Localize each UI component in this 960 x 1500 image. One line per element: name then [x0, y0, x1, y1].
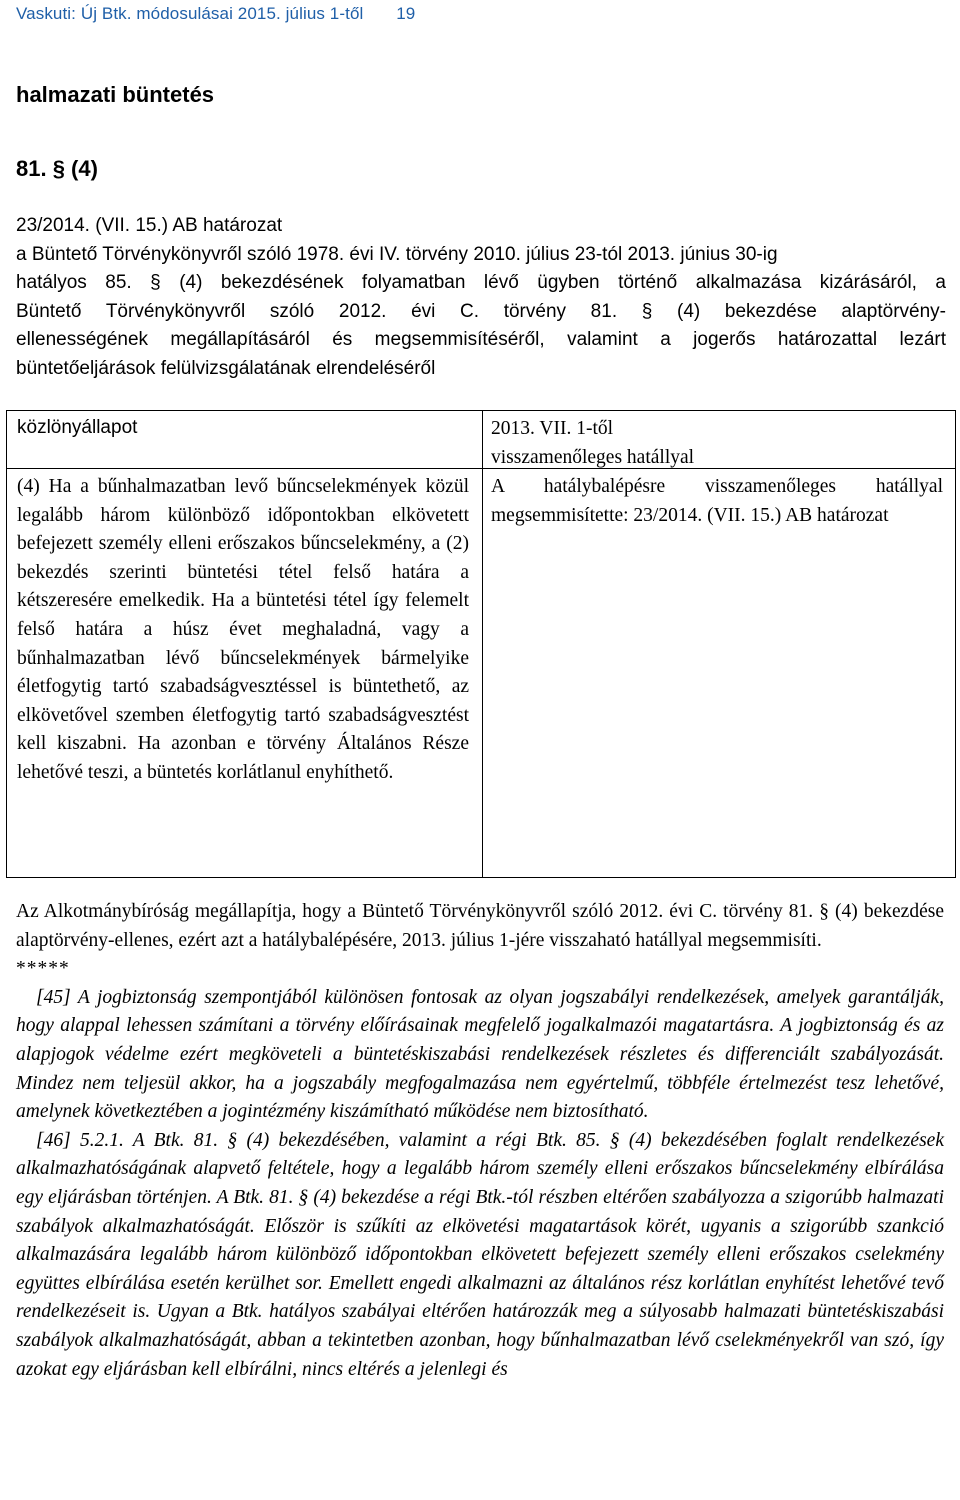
court-ruling: Az Alkotmánybíróság megállapítja, hogy a Büntető Törvénykönyvről szóló 2012. évi C. törvény 81. § (4) bekezdése alaptörvény-ellenes, ezért azt a hatálybalépésére, 2013. július 1-jére visszaható hatállyal megsemmisíti.	[16, 901, 944, 951]
status-date: 2013. VII. 1-től	[491, 418, 614, 439]
paragraph-45: [45] A jogbiztonság szempontjából különösen fontosak az olyan jogszabályi rendelkezések, amelyek garantálják, hogy alappal lehessen számítani a törvény előírásainak megfelelő jogalkalmazói magatartásra. A jogbiztonság és az alapjogok védelme ezért megköveteli a büntetéskiszabási rendelkezések részletes és differenciált szabályozását. Mindez nem teljesül akkor, ha a jogszabály megfogalmazása nem egyértelmű, többféle értelmezést tesz lehetővé, amelynek következtében a jogintézmény kiszámítható működése nem biztosítható.	[16, 986, 944, 1123]
annulment-note: A hatálybalépésre visszamenőleges hatállyal megsemmisítette: 23/2014. (VII. 15.) AB határozat	[491, 476, 943, 526]
decision-title	[16, 212, 946, 384]
court-reasoning	[16, 984, 944, 1384]
topic-heading: halmazati büntetés	[16, 82, 215, 107]
running-title: Vaskuti: Új Btk. módosulásai 2015. július 1-től	[16, 4, 364, 23]
gazette-status-value	[491, 415, 694, 472]
commentary	[16, 898, 944, 1384]
section-reference: 81. § (4)	[16, 156, 98, 181]
decision-title-line: a Büntető Törvénykönyvről szóló 1978. évi IV. törvény 2010. július 23-tól 2013. június 30-ig	[16, 243, 778, 265]
provision-table	[6, 410, 956, 878]
gazette-status-label: közlönyállapot	[17, 417, 138, 438]
page-number: 19	[396, 4, 416, 23]
decision-title-line: hatályos 85. § (4) bekezdésének folyamatban lévő ügyben történő alkalmazása kizárásáról, a	[16, 272, 946, 294]
table-row-divider	[7, 468, 955, 469]
decision-title-line: büntetőeljárások felülvizsgálatának elrendeléséről	[16, 357, 436, 379]
decision-number: 23/2014. (VII. 15.) AB határozat	[16, 215, 283, 236]
status-note: visszamenőleges hatállyal	[491, 446, 695, 468]
decision-title-line: Büntető Törvénykönyvről szóló 2012. évi C. törvény 81. § (4) bekezdése alaptörvény-	[16, 300, 946, 322]
decision-title-line: ellenességének megállapításáról és megsemmisítéséről, valamint a jogerős határozattal lezárt	[16, 329, 946, 351]
paragraph-46: [46] 5.2.1. A Btk. 81. § (4) bekezdésében, valamint a régi Btk. 85. § (4) bekezdésében foglalt rendelkezések alkalmazhatóságának alapvető feltétele, hogy a legalább három személy elleni erőszakos bűncselekmény elbírálása egy eljárásban történjen. A Btk. 81. § (4) bekezdése a régi Btk.-tól részben eltérően szabályozza a szigorúbb halmazati szabályok alkalmazhatóságát. Először is szűkíti az elkövetési magatartások körét, ugyanis a szigorúbb szankció alkalmazására legalább három különböző időpontokban elkövetett befejezett személy elleni erőszakos cselekmény együttes elbírálása esetén kerülhet sor. Emellett engedi alkalmazni az általános rész korlátlan enyhítést lehetővé tevő rendelkezéseit is. Ugyan a Btk. hatályos szabályai eltérően határozzák meg a súlyosabb halmazati büntetéskiszabási szabályok alkalmazhatóságát, abban a tekintetben azonban, hogy bűnhalmazatban lévő cselekményekről van szó, így azokat egy eljárásban kell elbírálni, nincs eltérés a jelenlegi és	[16, 1129, 944, 1380]
table-column-divider	[482, 411, 483, 877]
running-header	[16, 4, 415, 24]
separator: *****	[16, 958, 70, 980]
provision-text: (4) Ha a bűnhalmazatban levő bűncselekmények közül legalább három különböző időpontokban elkövetett befejezett személy elleni erőszakos bűncselekmény, a (2) bekezdés szerinti büntetési tétel felső határa a kétszeresére emelkedik. Ha a büntetési tétel így felemelt felső határa a húsz évet meghaladná, vagy a bűnhalmazatban lévő bűncselekmények bármelyike életfogytig tartó szabadságvesztéssel is büntethető, az elkövetővel szemben életfogytig tartó szabadságvesztést kell kiszabni. Ha azonban e törvény Általános Része lehetővé teszi, a büntetés korlátlanul enyhíthető.	[17, 476, 469, 783]
